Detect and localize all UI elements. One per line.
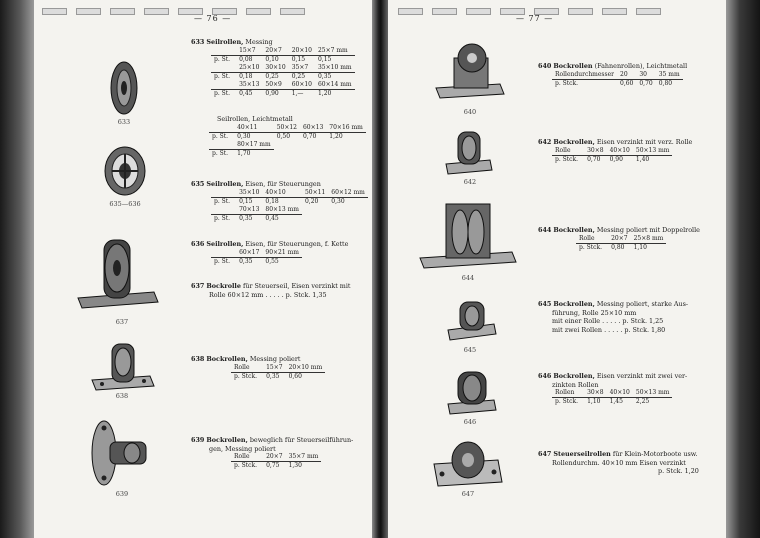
entry-code: 633: [191, 38, 205, 46]
table-cell: 0,50: [276, 132, 291, 140]
table-cell: 90×21 mm: [262, 249, 302, 258]
table-cell: 1,70: [237, 149, 251, 157]
figure-label-647: 647: [461, 490, 475, 498]
table-cell: 0,55: [265, 257, 279, 265]
table-cell: 1,20: [317, 89, 332, 97]
entry-text: Seilrollen,: [206, 180, 244, 188]
table-cell: 30×8: [584, 147, 606, 156]
table-cell: 30: [636, 71, 655, 80]
price-table: [231, 364, 325, 381]
table-cell: 50×11: [302, 189, 328, 198]
book-edge-left: [0, 0, 34, 538]
price-table: [211, 47, 355, 98]
table-cell: 0,45: [265, 214, 279, 222]
left-page: [34, 0, 372, 538]
table-cell: p. Stck.: [234, 462, 258, 469]
entry-text: Eisen, für Steuerungen: [245, 180, 321, 188]
table-cell: Rolle: [576, 235, 608, 244]
table-cell: 0,18: [265, 197, 279, 205]
entry-text: für Klein-Motorboote usw.: [612, 450, 698, 458]
table-cell: 50×9: [262, 81, 288, 90]
table-cell: 15×7: [263, 364, 285, 373]
table-cell: 40×10: [262, 189, 302, 198]
entry-text: 637: [191, 282, 205, 290]
table-cell: p. St.: [214, 55, 231, 63]
entry-text: p. Stck. 1,20: [658, 467, 699, 475]
entry-text: 639: [191, 436, 205, 444]
entry-subtitle: Messing: [245, 38, 273, 46]
table-cell: 0,90: [609, 155, 623, 163]
entry-text: Rolle 60×12 mm . . . . . p. Stck. 1,35: [209, 290, 327, 299]
entry-text: Bockrollen,: [553, 226, 595, 234]
table-cell: 0,80: [611, 243, 625, 251]
thumb-tabs-left: [42, 8, 305, 16]
entry-633: [191, 38, 355, 98]
entry-text: 644: [538, 226, 552, 234]
price-table: [552, 71, 683, 88]
table-cell: p. Stck.: [234, 372, 258, 380]
block-645-figure: [446, 296, 498, 344]
entry-text: 635: [191, 180, 205, 188]
entry-646: [538, 372, 687, 406]
page-number-left: — 76 —: [194, 14, 232, 23]
table-cell: 0,45: [239, 89, 253, 97]
entry-text: Rollendurchm. 40×10 mm Eisen verzinkt: [552, 458, 686, 467]
table-cell: 0,18: [239, 72, 253, 80]
table-cell: 20×7: [262, 47, 288, 56]
entry-text: 645: [538, 300, 552, 308]
entry-text: Bockrollen,: [553, 138, 595, 146]
table-cell: p. St.: [212, 149, 229, 157]
figure-label-640: 640: [463, 108, 477, 116]
entry-text: 646: [538, 372, 552, 380]
entry-text: gen, Messing poliert: [209, 444, 276, 453]
table-cell: 20×10 mm: [286, 364, 326, 373]
entry-text: Messing poliert, starke Aus-: [596, 300, 689, 308]
figure-label-635-636: 635—636: [109, 200, 141, 208]
table-cell: 15×7: [236, 47, 262, 56]
table-cell: 0,80: [658, 79, 673, 87]
table-cell: Rollen: [552, 389, 584, 398]
figure-label-633: 633: [117, 118, 131, 126]
entry-text: 647: [538, 450, 552, 458]
table-cell: 30×8: [584, 389, 606, 398]
entry-text: zinkten Rollen: [552, 380, 599, 389]
table-cell: 35×10: [236, 189, 262, 198]
table-cell: Rollendurchmesser: [552, 71, 617, 80]
table-cell: p. Stck.: [579, 243, 603, 251]
block-642-figure: [444, 128, 494, 176]
table-cell: 1,10: [587, 398, 601, 405]
entry-text: für Steuerseil, Eisen verzinkt mit: [242, 282, 351, 290]
table-cell: 0,90: [265, 89, 279, 97]
table-cell: 0,25: [291, 72, 306, 80]
table-cell: 1,20: [329, 132, 343, 140]
entry-text: Eisen verzinkt mit verz. Rolle: [596, 138, 693, 146]
price-table: [209, 124, 366, 158]
table-cell: 30×10: [262, 64, 288, 73]
table-cell: 70×16 mm: [326, 124, 366, 133]
figure-label-644: 644: [461, 274, 475, 282]
table-cell: 35×10 mm: [315, 64, 355, 73]
table-cell: 35×7 mm: [286, 453, 322, 462]
table-cell: 0,60: [288, 372, 302, 380]
table-cell: p. Stck.: [555, 155, 579, 163]
book-edge-right: [726, 0, 760, 538]
entry-636: [191, 240, 348, 266]
table-cell: 0,15: [239, 197, 253, 205]
table-cell: 70×13: [236, 206, 262, 215]
entry-text: mit zwei Rollen . . . . . p. Stck. 1,80: [552, 325, 666, 334]
table-cell: 50×12: [274, 124, 300, 133]
table-cell: 0,15: [317, 55, 332, 63]
right-page: [388, 0, 726, 538]
entry-639: [191, 436, 353, 470]
table-cell: 0,20: [304, 197, 319, 205]
table-cell: p. St.: [212, 132, 229, 140]
entry-text: Messing poliert mit Doppelrolle: [596, 226, 700, 234]
block-637-figure: [74, 228, 162, 314]
table-cell: 0,30: [331, 197, 345, 205]
entry-text: (Fahnenrollen), Leichtmetall: [594, 62, 688, 70]
entry-640: [538, 62, 687, 88]
double-block-644-figure: [418, 200, 518, 272]
figure-label-646: 646: [463, 418, 477, 426]
entry-644: [538, 226, 700, 252]
table-cell: p. Stck.: [555, 398, 579, 405]
entry-text: Eisen, für Steuerungen, f. Kette: [245, 240, 349, 248]
entry-638: [191, 355, 325, 381]
table-cell: 60×13: [300, 124, 326, 133]
price-table: [211, 189, 368, 223]
table-cell: p. St.: [214, 257, 231, 265]
entry-text: Seilrollen,: [206, 240, 244, 248]
table-cell: 0,70: [302, 132, 317, 140]
figure-label-638: 638: [115, 392, 129, 400]
table-cell: 35×7: [289, 64, 315, 73]
block-638-figure: [90, 340, 156, 392]
table-cell: 0,08: [239, 55, 253, 63]
figure-label-642: 642: [463, 178, 477, 186]
table-cell: 60×10: [289, 81, 315, 90]
entry-text: Bockrollen,: [553, 372, 595, 380]
table-cell: 60×12 mm: [328, 189, 368, 198]
table-cell: 35×13: [236, 81, 262, 90]
table-cell: Rolle: [231, 364, 263, 373]
table-cell: 20×7: [263, 453, 285, 462]
table-cell: 0,30: [237, 132, 251, 140]
entry-text: Eisen verzinkt mit zwei ver-: [596, 372, 688, 380]
table-cell: 60×17: [236, 249, 262, 258]
table-cell: 80×17 mm: [234, 141, 274, 150]
entry-title: Seilrollen, Leichtmetall: [217, 115, 293, 123]
table-cell: 0,60: [620, 79, 634, 87]
table-cell: 20×10: [289, 47, 315, 56]
entry-text: 642: [538, 138, 552, 146]
table-cell: 40×10: [607, 147, 633, 156]
entry-637: [191, 282, 350, 299]
table-cell: 80×13 mm: [262, 206, 302, 215]
table-cell: 0,70: [639, 79, 653, 87]
table-cell: 0,35: [317, 72, 332, 80]
entry-text: beweglich für Steuerseilführun-: [249, 436, 354, 444]
entry-text: Bockrolle: [206, 282, 241, 290]
price-table: [211, 249, 302, 266]
table-cell: 40×11: [234, 124, 274, 133]
price-table: [576, 235, 666, 252]
table-cell: 1,40: [635, 155, 650, 163]
entry-text: 636: [191, 240, 205, 248]
table-cell: 1,45: [609, 398, 623, 405]
table-cell: 25×7 mm: [315, 47, 355, 56]
table-cell: p. St.: [214, 89, 231, 97]
entry-text: Bockrollen,: [206, 355, 248, 363]
pulley-635-636-figure: [102, 145, 148, 197]
block-640-figure: [432, 40, 506, 106]
table-cell: 50×13 mm: [633, 389, 673, 398]
table-cell: 0,10: [265, 55, 279, 63]
block-646-figure: [446, 366, 498, 418]
table-cell: 0,25: [265, 72, 279, 80]
entry-text: führung, Rolle 25×10 mm: [552, 308, 637, 317]
entry-text: Messing poliert: [249, 355, 301, 363]
entry-text: 640: [538, 62, 552, 70]
entry-text: Bockrollen: [553, 62, 593, 70]
figure-label-637: 637: [115, 318, 129, 326]
table-cell: 25×10: [236, 64, 262, 73]
entry-635: [191, 180, 368, 223]
price-table: [231, 453, 321, 470]
table-cell: 1,10: [633, 243, 647, 251]
table-cell: 0,35: [239, 214, 253, 222]
table-cell: 0,35: [239, 257, 253, 265]
price-table: [552, 147, 672, 164]
table-cell: p. St.: [214, 72, 231, 80]
table-cell: 0,15: [291, 55, 306, 63]
table-cell: 40×10: [607, 389, 633, 398]
table-cell: Rolle: [552, 147, 584, 156]
table-cell: 1,—: [291, 89, 304, 97]
figure-label-645: 645: [463, 346, 477, 354]
table-cell: p. St.: [214, 214, 231, 222]
entry-text: mit einer Rolle . . . . . p. Stck. 1,25: [552, 317, 664, 325]
entry-title: Seilrollen,: [206, 38, 244, 46]
steering-pulley-647-figure: [432, 436, 504, 490]
book-gutter: [372, 0, 388, 538]
table-cell: 0,35: [266, 372, 280, 380]
table-cell: 20×7: [608, 235, 630, 244]
table-cell: 60×14 mm: [315, 81, 355, 90]
entry-text: Bockrollen,: [553, 300, 595, 308]
table-cell: 0,75: [266, 462, 280, 469]
entry-text: Steuerseilrollen: [553, 450, 611, 458]
table-cell: 2,25: [635, 398, 650, 405]
table-cell: 0,70: [587, 155, 601, 163]
swivel-639-figure: [88, 418, 150, 488]
table-cell: 20: [617, 71, 636, 80]
table-cell: Rolle: [231, 453, 263, 462]
price-table: [552, 389, 672, 406]
pulley-633-figure: [106, 58, 142, 118]
entry-text: 638: [191, 355, 205, 363]
entry-645: [538, 300, 688, 334]
table-cell: p. Stck.: [555, 79, 579, 87]
entry-642: [538, 138, 692, 164]
figure-label-639: 639: [115, 490, 129, 498]
table-cell: p. St.: [214, 197, 231, 205]
table-cell: 25×8 mm: [631, 235, 667, 244]
entry-text: Bockrollen,: [206, 436, 248, 444]
entry-seilrollen-leichtmetall: [212, 115, 366, 158]
table-cell: 50×13 mm: [633, 147, 673, 156]
table-cell: 35 mm: [656, 71, 683, 80]
entry-647: [538, 450, 699, 476]
table-cell: 1,30: [288, 462, 302, 469]
page-number-right: — 77 —: [516, 14, 554, 23]
